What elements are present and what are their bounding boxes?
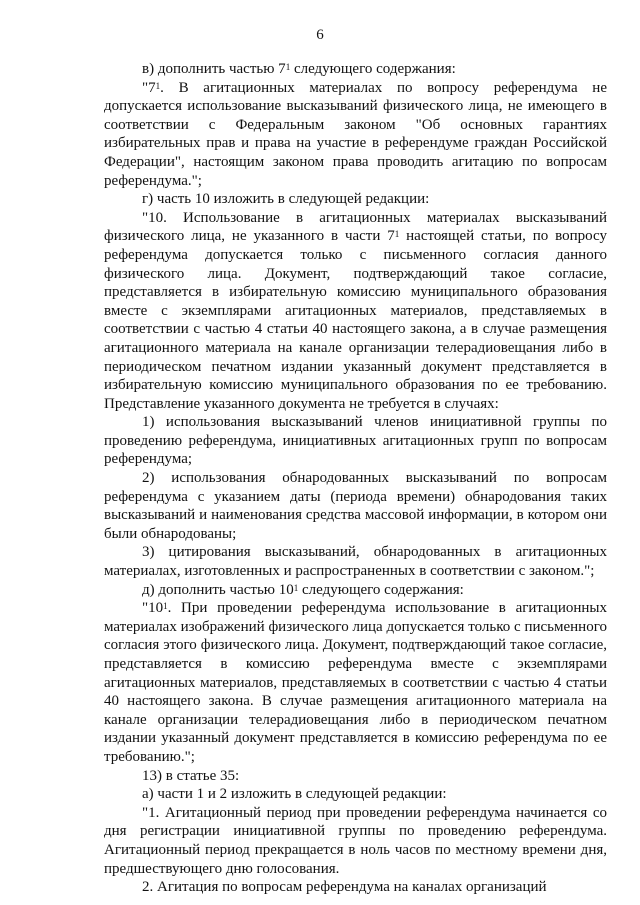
paragraph-text: "10 (142, 600, 164, 617)
paragraph-text: "10. Использование в агитационных материалах высказываний физического лица, не указанного в части 7 (104, 209, 607, 245)
paragraph-text: 13) в статье 35: (142, 767, 240, 784)
paragraph-text: д) дополнить частью 10 (142, 581, 294, 598)
paragraph-text: 2. Агитация по вопросам референдума на каналах организаций (142, 879, 547, 896)
paragraph-text: 2) использования обнародованных высказываний по вопросам референдума с указанием даты (периода времени) обнародования таких высказываний и наименования средства массовой информации, в котором они были обнародованы; (104, 470, 607, 542)
paragraph-text: "1. Агитационный период при проведении референдума начинается со дня регистрации инициативной группы по проведению референдума. Агитационный период прекращается в ноль часов по местному времени дня, предшествующего дню голосования. (104, 804, 607, 877)
paragraph (104, 785, 607, 804)
paragraph (104, 543, 607, 580)
paragraph-text-continued: следующего содержания: (290, 61, 456, 77)
paragraph-text: г) часть 10 изложить в следующей редакции: (142, 191, 430, 208)
superscript: 1 (155, 80, 161, 91)
paragraph-text-continued: следующего содержания: (298, 581, 464, 598)
superscript: 1 (293, 582, 299, 593)
paragraph-text-continued: . При проведении референдума использование в агитационных материалах изображений физического лица допускается только с письменного согласия этого физического лица. Документ, подтверждающий такое согласие, представляется в комиссию референдума вместе с экземплярами агитационных материалов, представляемых в соответствии с частью 4 статьи 40 настоящего закона. В случае размещения агитационного материала на канале организации телерадиовещания либо в периодическом печатном издании указанный документ представляется в комиссию референдума по ее требованию."; (104, 600, 607, 765)
paragraph-text: а) части 1 и 2 изложить в следующей редакции: (142, 786, 447, 803)
paragraph-text: 1) использования высказываний членов инициативной группы по проведению референдума, инициативных агитационных групп по вопросам референдума; (104, 414, 607, 468)
paragraph (104, 878, 607, 897)
paragraph-text: в) дополнить частью 7 (142, 61, 286, 77)
superscript: 1 (394, 229, 400, 240)
paragraph (104, 79, 607, 191)
paragraph (104, 599, 607, 766)
paragraph-text: "7 (142, 79, 156, 96)
paragraph (104, 581, 607, 600)
paragraph (104, 804, 607, 878)
paragraph (104, 60, 607, 79)
paragraph-text: 3) цитирования высказываний, обнародованных в агитационных материалах, изготовленных и распространенных в соответствии с законом."; (104, 544, 607, 580)
paragraph (104, 209, 607, 414)
page-number: 6 (316, 27, 324, 43)
superscript: 1 (163, 601, 168, 612)
paragraph-text-continued: . В агитационных материалах по вопросу референдума не допускается использование высказываний физического лица, не имеющего в соответствии с Федеральным законом "Об основных гарантиях избирательных прав и права на участие в референдуме граждан Российской Федерации", настоящим законом права проводить агитацию по вопросам референдума."; (104, 79, 607, 189)
paragraph (104, 413, 607, 469)
paragraph-text-continued: настоящей статьи, по вопросу референдума допускается только с письменного согласия данного физического лица. Документ, подтверждающий такое согласие, представляется в избирательную комиссию муниципального образования вместе с экземплярами агитационных материалов, представляемых в соответствии с частью 4 статьи 40 настоящего закона, а в случае размещения агитационного материала на канале организации телерадиовещания либо в периодическом печатном издании указанный документ представляется в избирательную комиссию муниципального образования по ее требованию. Представление указанного документа не требуется в случаях: (104, 228, 608, 412)
document-body (104, 60, 607, 897)
paragraph (104, 767, 607, 786)
paragraph (104, 469, 607, 543)
paragraph (104, 190, 607, 209)
superscript: 1 (285, 62, 291, 72)
